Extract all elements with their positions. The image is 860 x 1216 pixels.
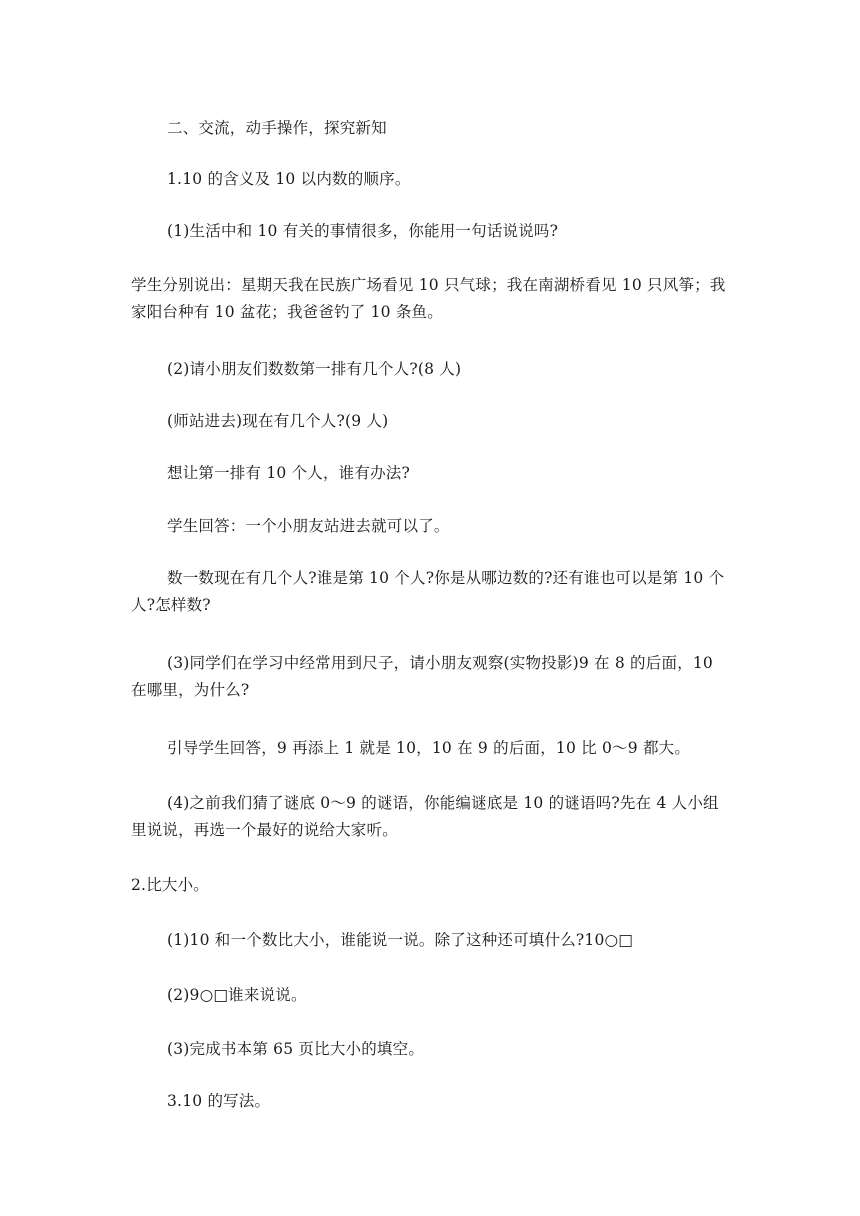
- paragraph: 学生分别说出：星期天我在民族广场看见 10 只气球；我在南湖桥看见 10 只风筝；我家阳台种有 10 盆花；我爸爸钓了 10 条鱼。: [131, 276, 726, 321]
- subsection-heading: 1.10 的含义及 10 以内数的顺序。: [167, 170, 411, 188]
- paragraph: (2)请小朋友们数数第一排有几个人?(8 人): [167, 360, 462, 378]
- paragraph: 学生回答：一个小朋友站进去就可以了。: [167, 517, 450, 535]
- paragraph: 数一数现在有几个人?谁是第 10 个人?你是从哪边数的?还有谁也可以是第 10 个人?怎样数?: [131, 569, 725, 614]
- paragraph: (3)完成书本第 65 页比大小的填空。: [167, 1040, 425, 1058]
- paragraph: (4)之前我们猜了谜底 0～9 的谜语，你能编谜底是 10 的谜语吗?先在 4 人小组里说说，再选一个最好的说给大家听。: [131, 794, 719, 839]
- paragraph: 引导学生回答，9 再添上 1 就是 10，10 在 9 的后面，10 比 0～9 都大。: [167, 739, 691, 757]
- paragraph: (师站进去)现在有几个人?(9 人): [167, 412, 389, 430]
- paragraph: (1)生活中和 10 有关的事情很多，你能用一句话说说吗?: [167, 222, 559, 240]
- subsection-heading: 3.10 的写法。: [167, 1092, 271, 1110]
- paragraph: (2)9○□谁来说说。: [167, 986, 307, 1004]
- subsection-heading: 2.比大小。: [131, 876, 209, 894]
- paragraph: (3)同学们在学习中经常用到尺子，请小朋友观察(实物投影)9 在 8 的后面，10 在哪里，为什么?: [131, 654, 719, 699]
- paragraph: 想让第一排有 10 个人，谁有办法?: [167, 464, 410, 482]
- section-heading: 二、交流，动手操作，探究新知: [167, 119, 387, 137]
- paragraph: (1)10 和一个数比大小，谁能说一说。除了这种还可填什么?10○□: [167, 931, 634, 949]
